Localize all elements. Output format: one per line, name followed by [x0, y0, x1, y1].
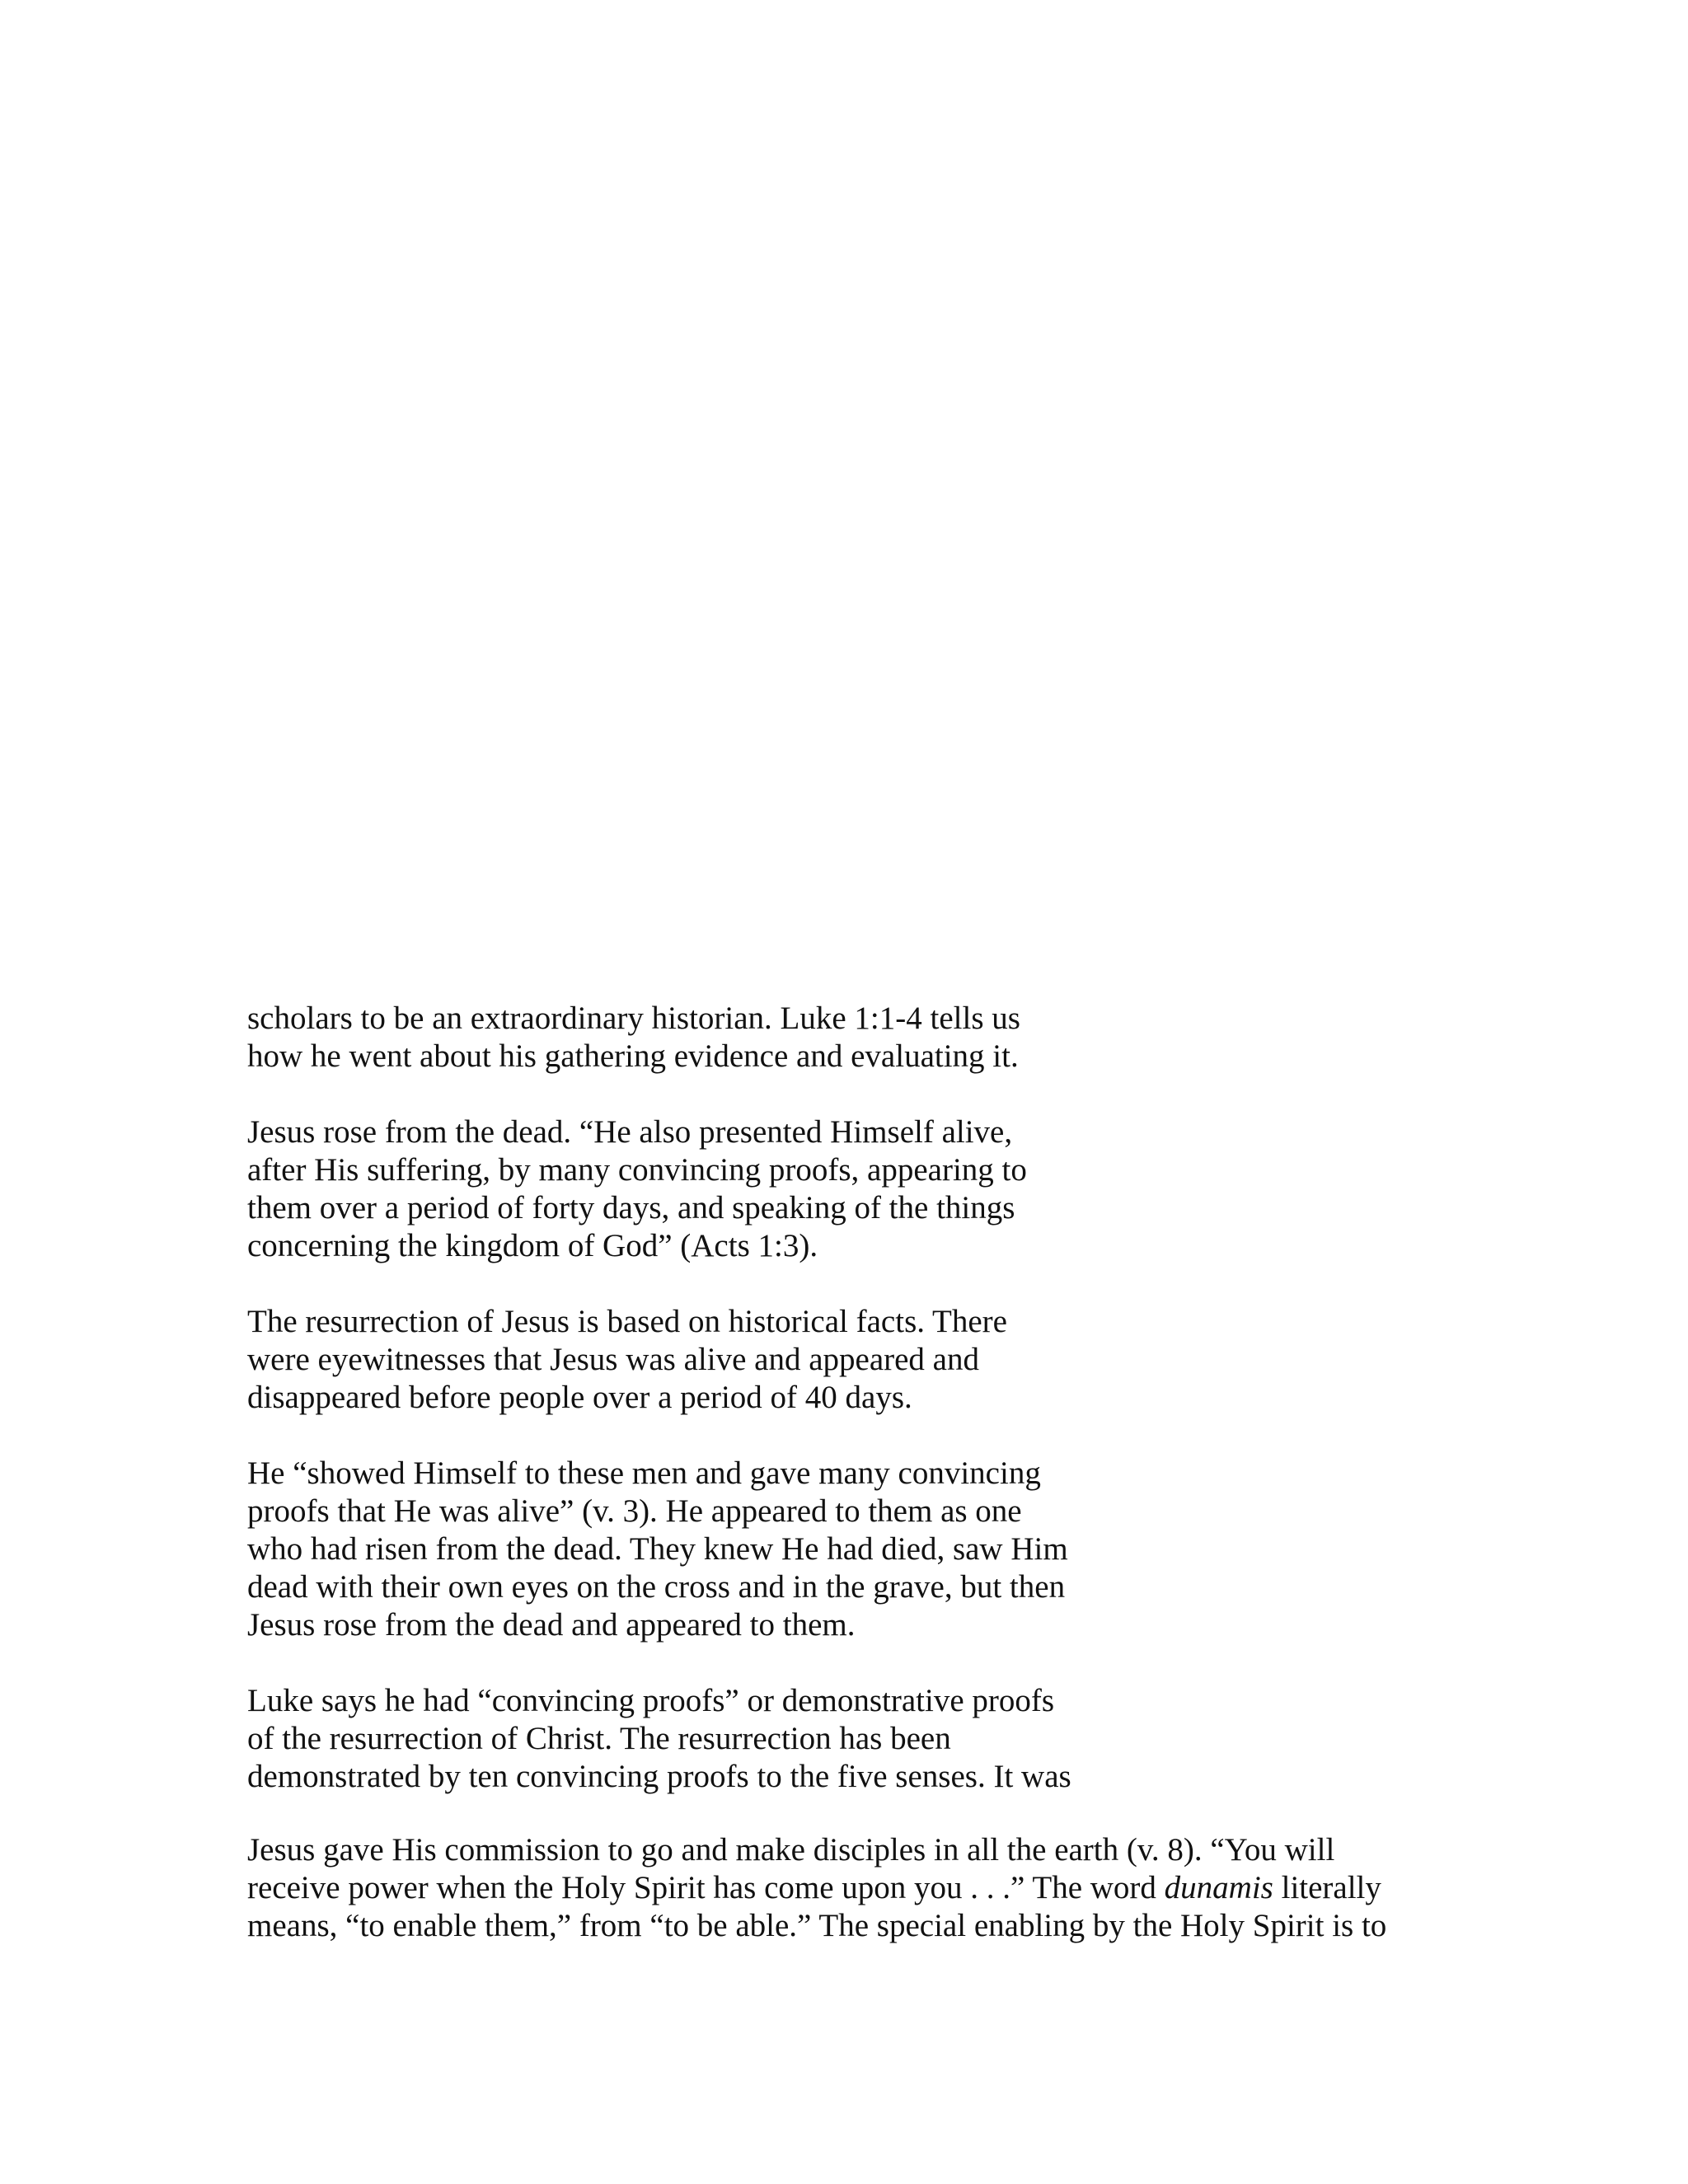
text-line: disappeared before people over a period of 40 days.: [247, 1380, 912, 1415]
text-line: them over a period of forty days, and speaking of the things: [247, 1190, 1015, 1226]
text-line: means, “to enable them,” from “to be able.” The special enabling by the Holy Spirit is to: [247, 1908, 1387, 1943]
paragraph-1: [247, 1000, 1113, 1076]
text-line: Luke says he had “convincing proofs” or demonstrative proofs: [247, 1683, 1055, 1718]
text-line: Jesus gave His commission to go and make disciples in all the earth (v. 8). “You will: [247, 1832, 1335, 1868]
italic-term: dunamis: [1164, 1870, 1273, 1905]
paragraph-3: [247, 1303, 1113, 1417]
text-line: dead with their own eyes on the cross and in the grave, but then: [247, 1569, 1066, 1605]
wide-text-paragraph: [247, 1831, 1467, 1945]
text-segment: literally: [1273, 1870, 1381, 1905]
text-line: Jesus rose from the dead. “He also presented Himself alive,: [247, 1114, 1013, 1150]
text-segment: receive power when the Holy Spirit has come upon you . . .” The word: [247, 1870, 1165, 1905]
text-line: demonstrated by ten convincing proofs to the five senses. It was: [247, 1759, 1071, 1794]
text-line: He “showed Himself to these men and gave many convincing: [247, 1455, 1041, 1491]
text-line: who had risen from the dead. They knew He had died, saw Him: [247, 1531, 1068, 1567]
paragraph-4: [247, 1455, 1113, 1644]
text-line: scholars to be an extraordinary historian. Luke 1:1-4 tells us: [247, 1001, 1020, 1036]
text-line: The resurrection of Jesus is based on historical facts. There: [247, 1304, 1007, 1339]
text-line: after His suffering, by many convincing proofs, appearing to: [247, 1152, 1027, 1188]
text-line: of the resurrection of Christ. The resurrection has been: [247, 1721, 951, 1756]
text-line: were eyewitnesses that Jesus was alive and appeared and: [247, 1342, 979, 1377]
text-line: Jesus rose from the dead and appeared to them.: [247, 1607, 856, 1643]
paragraph-5: [247, 1682, 1113, 1796]
text-line: proofs that He was alive” (v. 3). He appeared to them as one: [247, 1493, 1022, 1529]
narrow-text-column: [247, 1000, 1113, 1834]
text-line: [247, 1869, 1467, 1907]
text-line: concerning the kingdom of God” (Acts 1:3).: [247, 1228, 818, 1263]
text-line: how he went about his gathering evidence and evaluating it.: [247, 1038, 1019, 1074]
paragraph-2: [247, 1113, 1113, 1265]
